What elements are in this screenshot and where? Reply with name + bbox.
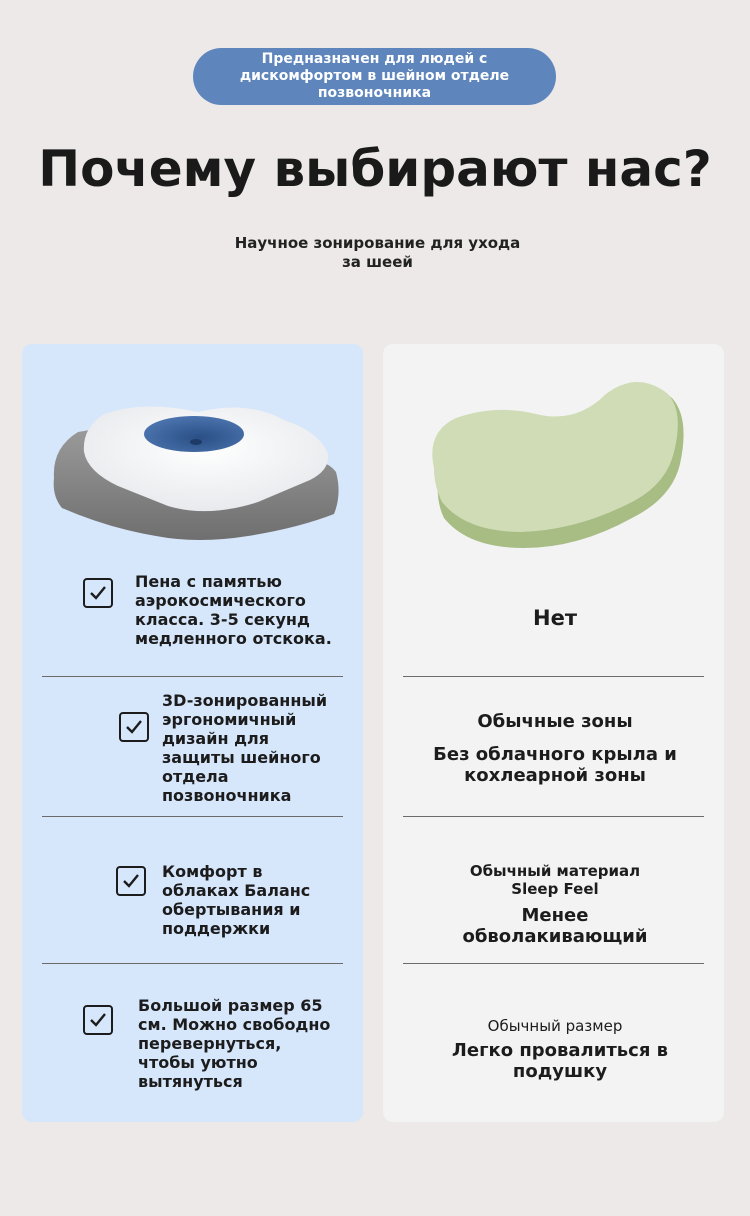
divider [42,676,343,677]
divider [403,816,704,817]
comparison-desc: Легко провалиться в подушку [451,1040,669,1082]
checkbox-icon [119,712,149,742]
feature-text: Пена с памятью аэрокосмического класса. 3-5 секунд медленного отскока. [135,572,332,648]
checkbox-icon [83,578,113,608]
comparison-title: Sleep Feel [511,880,599,898]
divider [403,963,704,964]
comparison-desc: Менее обволакивающий [462,905,648,947]
audience-badge: Предназначен для людей с дискомфортом в шейном отделе позвоночника [193,48,556,105]
comparison-title: Обычный материал [469,862,641,880]
feature-text: Комфорт в облаках Баланс обертывания и поддержки [162,862,311,938]
regular-pillow-image [428,378,684,554]
comparison-text: Нет [533,606,577,630]
divider [42,816,343,817]
divider [403,676,704,677]
checkbox-icon [116,866,146,896]
ergonomic-pillow-image [48,398,344,548]
page-subtitle: Научное зонирование для ухода за шеей [234,234,521,271]
feature-text: Большой размер 65 см. Можно свободно перевернуться, чтобы уютно вытянуться [138,996,331,1091]
divider [42,963,343,964]
checkbox-icon [83,1005,113,1035]
comparison-title: Обычный размер [487,1017,623,1035]
comparison-desc: Без облачного крыла и кохлеарной зоны [433,744,677,786]
page-title: Почему выбирают нас? [38,140,712,198]
comparison-title: Обычные зоны [477,711,633,732]
feature-text: 3D-зонированный эргономичный дизайн для защиты шейного отдела позвоночника [162,691,328,805]
